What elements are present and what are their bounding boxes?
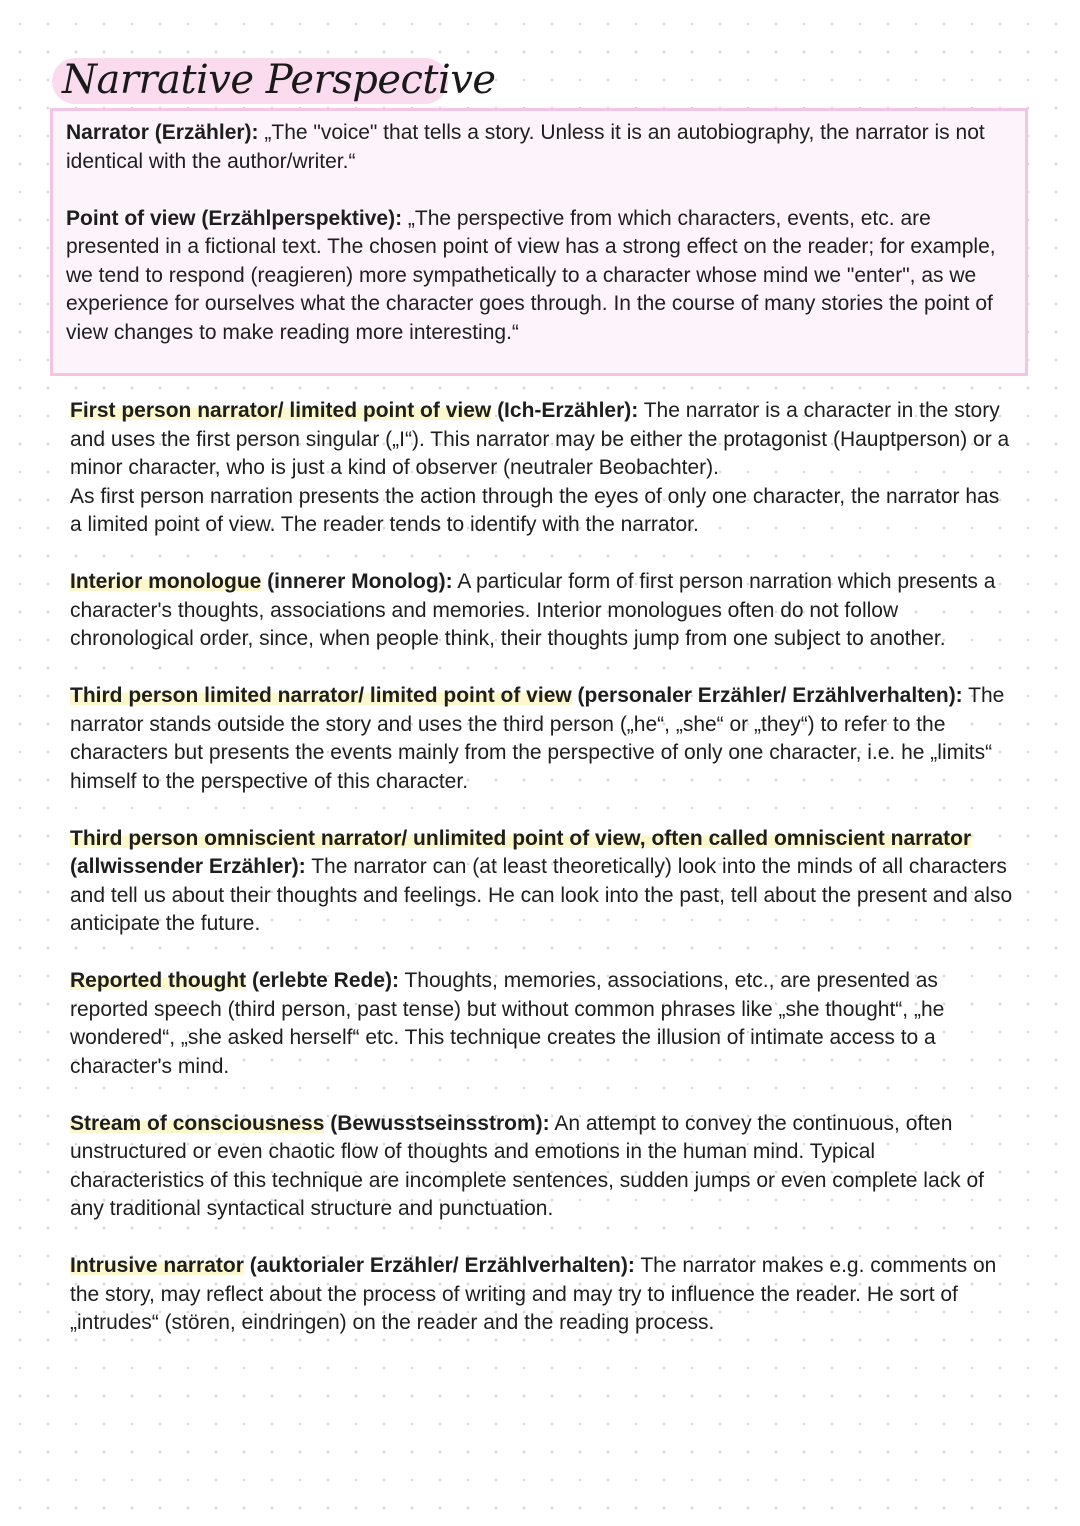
term-extra-text: As first person narration presents the action through the eyes of only one character, the narrator has a limited point of view. The reader tends to identify with the narrator.	[70, 484, 1000, 536]
term-translation: (erlebte Rede):	[246, 969, 400, 992]
term-third-person-omniscient	[70, 825, 1015, 939]
definition-point-of-view	[66, 205, 1013, 348]
term-translation: (innerer Monolog):	[261, 570, 453, 593]
term-highlight: Third person limited narrator/ limited point of view	[70, 684, 572, 707]
term-translation: (Bewusstseinsstrom):	[324, 1111, 550, 1135]
term-text: The narrator makes e.g. comments on the story, may reflect about the process of writing and may try to influence the reader. He sort of „intrudes“ (stören, eindringen) on the reader and the reading process.	[70, 1254, 997, 1334]
term-translation: (auktorialer Erzähler/ Erzählverhalten):	[243, 1254, 635, 1277]
definition-term: Point of view (Erzählperspektive):	[66, 206, 403, 230]
page-title	[48, 50, 496, 110]
term-highlight: First person narrator/ limited point of view	[70, 399, 492, 422]
title-text: Narrative Perspective	[62, 57, 496, 103]
term-text: The narrator can (at least theoretically) look into the minds of all characters and tell us about their thoughts and feelings. He can look into the past, tell about the present and also anticipate the future.	[70, 855, 1013, 935]
term-text: An attempt to convey the continuous, often unstructured or even chaotic flow of thoughts and emotions in the human mind. Typical characteristics of this technique are incomplete sentences, sudden jumps or even complete lack of any traditional syntactical structure and punctuation.	[70, 1111, 984, 1220]
term-translation: (allwissender Erzähler):	[70, 855, 306, 878]
term-highlight: Intrusive narrator	[70, 1254, 244, 1277]
definition-text: „The perspective from which characters, events, etc. are presented in a fictional text. The chosen point of view has a strong effect on the reader; for example, we tend to respond (reagieren) more sympathetically to a character whose mind we "enter", as we experience for ourselves what the character goes through. In the course of many stories the point of view changes to make reading more interesting.“	[66, 206, 996, 344]
term-highlight: Interior monologue	[70, 570, 262, 593]
term-stream-of-consciousness	[70, 1110, 1015, 1224]
definition-term: Narrator (Erzähler):	[66, 121, 259, 144]
term-first-person	[70, 397, 1015, 540]
term-reported-thought	[70, 967, 1015, 1081]
terms-list	[70, 397, 1015, 1366]
definition-box	[50, 108, 1028, 376]
term-highlight: Reported thought	[70, 969, 247, 992]
term-intrusive-narrator	[70, 1252, 1015, 1338]
term-text: Thoughts, memories, associations, etc., are presented as reported speech (third person, past tense) but without common phrases like „she thought“, „he wondered“, „she asked herself“ etc. This technique creates the illusion of intimate access to a character's mind.	[70, 969, 945, 1078]
term-third-person-limited	[70, 682, 1015, 796]
term-highlight: Third person omniscient narrator/ unlimited point of view, often called omniscient narrator	[70, 826, 972, 850]
term-translation: (personaler Erzähler/ Erzählverhalten):	[571, 684, 963, 707]
term-translation: (Ich-Erzähler):	[491, 399, 639, 422]
definition-text: „The "voice" that tells a story. Unless it is an autobiography, the narrator is not identical with the author/writer.“	[66, 121, 985, 173]
term-interior-monologue	[70, 568, 1015, 654]
term-text: The narrator is a character in the story and uses the first person singular („I“). This narrator may be either the protagonist (Hauptperson) or a minor character, who is just a kind of observer (neutraler Beobachter).	[70, 399, 1010, 479]
term-text: A particular form of first person narration which presents a character's thoughts, associations and memories. Interior monologues often do not follow chronological order, since, when people think, their thoughts jump from one subject to another.	[70, 570, 996, 650]
definition-narrator	[66, 119, 1013, 176]
term-text: The narrator stands outside the story and uses the third person („he“, „she“ or „they“) to refer to the characters but presents the events mainly from the perspective of only one character, i.e. he „limits“ himself to the perspective of this character.	[70, 684, 1005, 793]
term-highlight: Stream of consciousness	[70, 1111, 325, 1135]
